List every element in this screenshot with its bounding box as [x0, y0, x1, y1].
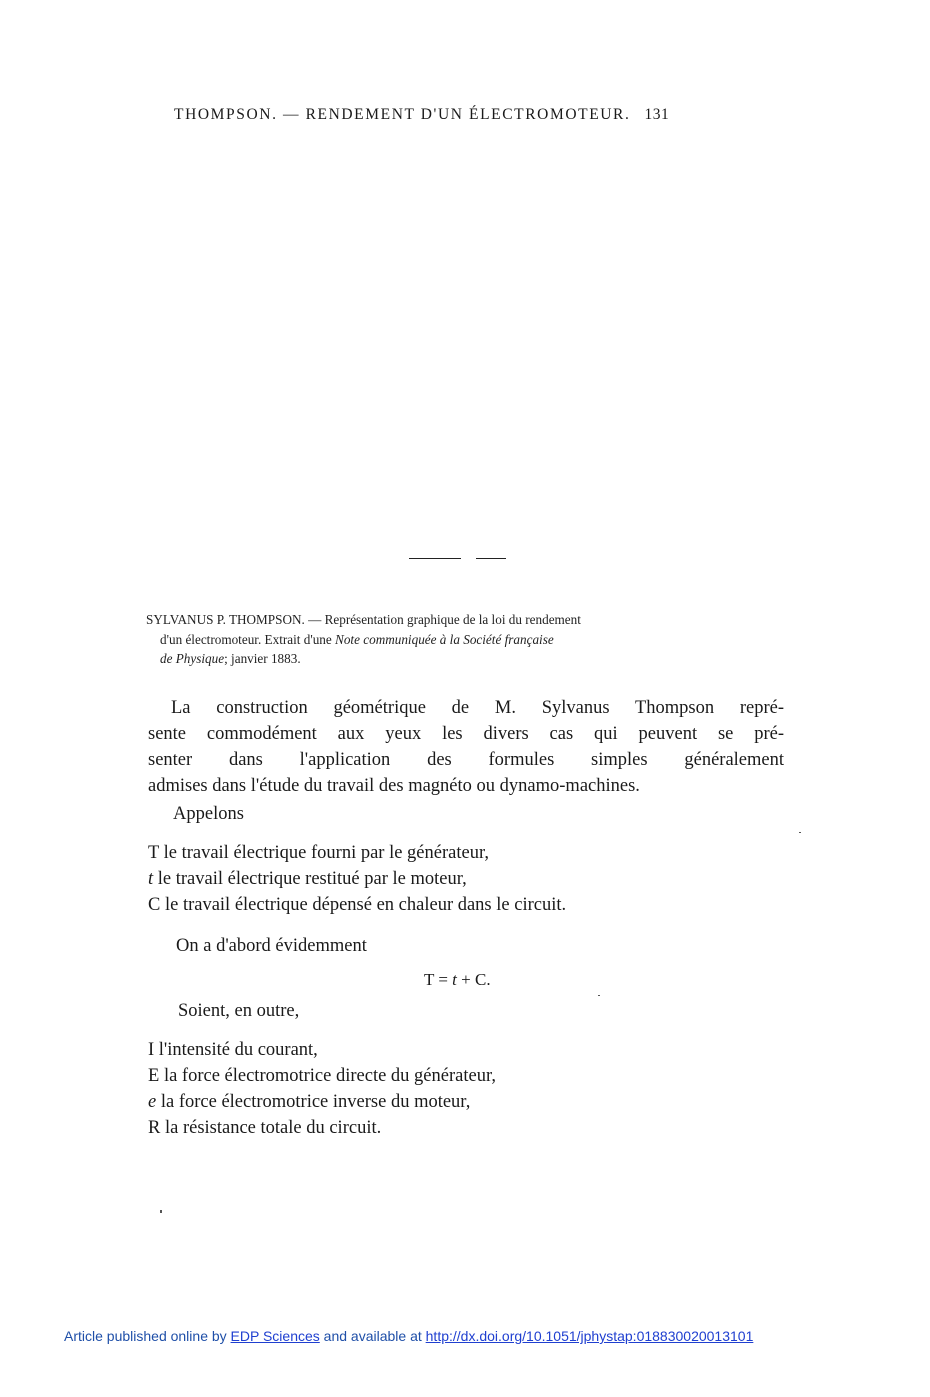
abstract-line-2: d'un électromoteur. Extrait d'une Note communiquée à la Société française — [160, 631, 554, 647]
symbol: R — [148, 1118, 161, 1138]
symbol: T — [148, 843, 159, 863]
section-divider-right — [476, 558, 506, 559]
publication-footer: Article published online by EDP Sciences and available at http://dx.doi.org/10.1051/jphystap:018830020013101 — [64, 1328, 754, 1344]
note-title: Note communiquée à la Société française — [335, 631, 554, 647]
symbol: I — [148, 1040, 155, 1060]
paragraph-line: admises dans l'étude du travail des magnéto ou dynamo-machines. — [148, 776, 640, 796]
soient-text: Soient, en outre, — [178, 1001, 300, 1021]
definition-item: E la force électromotrice directe du générateur, — [148, 1066, 496, 1086]
symbol: E — [148, 1066, 160, 1086]
scan-speck — [160, 1210, 162, 1213]
doi-link[interactable]: http://dx.doi.org/10.1051/jphystap:018830020013101 — [425, 1328, 754, 1344]
symbol: t — [148, 869, 154, 889]
abstract-line-1: SYLVANUS P. THOMPSON. — Représentation graphique de la loi du rendement — [146, 612, 581, 627]
definition-item: I l'intensité du courant, — [148, 1040, 318, 1060]
society-name: de Physique — [160, 651, 225, 666]
paragraph-line: sente commodément aux yeux les divers cas qui peuvent se pré- — [148, 724, 784, 744]
definition-item: R la résistance totale du circuit. — [148, 1118, 382, 1138]
abstract-line-3: de Physique; janvier 1883. — [160, 651, 301, 666]
equation: T = t + C. — [424, 970, 491, 989]
scan-speck — [598, 995, 600, 996]
symbol: C — [148, 895, 161, 915]
running-header — [174, 106, 669, 124]
running-title: THOMPSON. — RENDEMENT D'UN ÉLECTROMOTEUR. — [174, 106, 631, 123]
paragraph-line: La construction géométrique de M. Sylvanus Thompson repré- — [171, 698, 784, 718]
scan-speck — [799, 832, 801, 833]
intro-paragraph — [148, 695, 784, 799]
appelons-text: Appelons — [173, 804, 244, 824]
definition-item: e la force électromotrice inverse du moteur, — [148, 1092, 471, 1112]
on-a-text: On a d'abord évidemment — [176, 936, 367, 956]
symbol: e — [148, 1092, 157, 1112]
definition-item: C le travail électrique dépensé en chaleur dans le circuit. — [148, 895, 567, 915]
definition-item: T le travail électrique fourni par le générateur, — [148, 843, 489, 863]
abstract-reference — [146, 610, 581, 669]
paragraph-line: senter dans l'application des formules simples généralement — [148, 750, 784, 770]
section-divider-left — [409, 558, 461, 559]
publisher-link[interactable]: EDP Sciences — [230, 1328, 320, 1344]
definition-list-electric — [148, 1037, 496, 1141]
definition-item: t le travail électrique restitué par le moteur, — [148, 869, 467, 889]
page-number: 131 — [644, 106, 670, 123]
definition-list-work — [148, 840, 566, 918]
